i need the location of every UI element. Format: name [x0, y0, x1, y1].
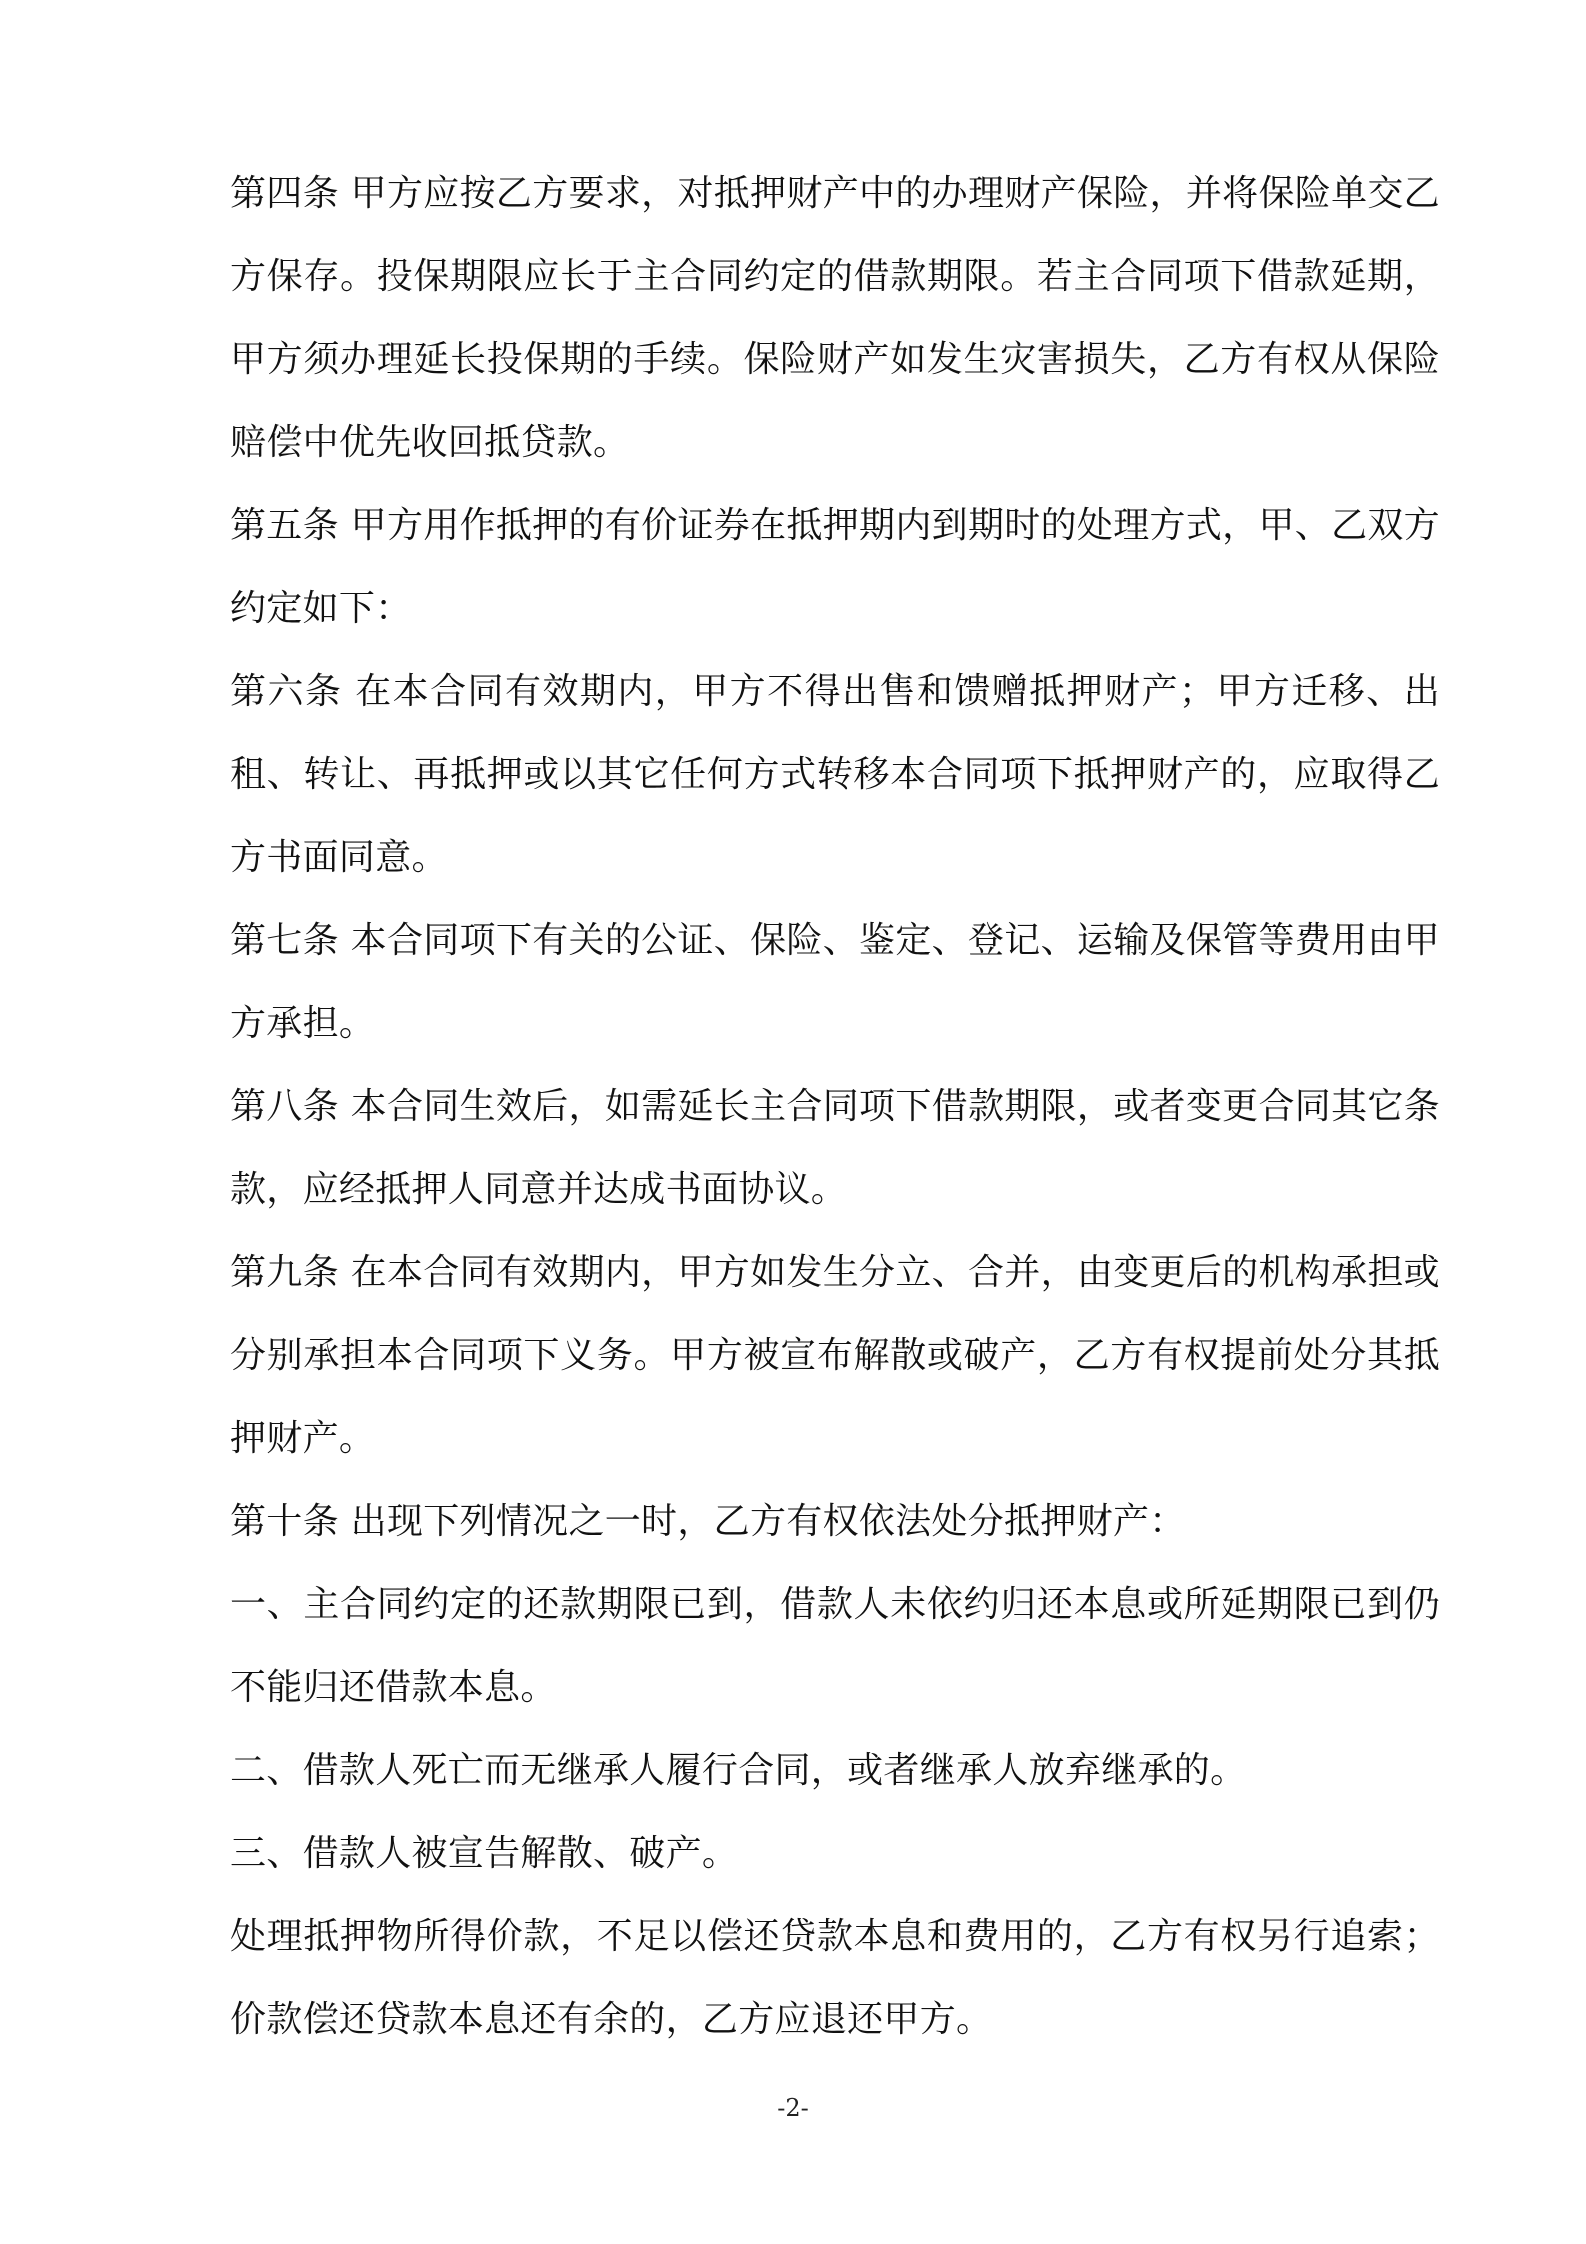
page-number: -2- [777, 2094, 809, 2122]
article-10-item-3: 三、借款人被宣告解散、破产。 [230, 1833, 739, 1874]
article-8: 第八条 本合同生效后，如需延长主合同项下借款期限，或者变更合同其它条款，应经抵押人同意并达成书面协议。 [230, 1086, 1440, 1210]
article-7: 第七条 本合同项下有关的公证、保险、鉴定、登记、运输及保管等费用由甲方承担。 [230, 920, 1440, 1044]
article-9: 第九条 在本合同有效期内，甲方如发生分立、合并，由变更后的机构承担或分别承担本合同项下义务。甲方被宣布解散或破产，乙方有权提前处分其抵押财产。 [230, 1252, 1440, 1459]
article-10-item-2: 二、借款人死亡而无继承人履行合同，或者继承人放弃继承的。 [230, 1750, 1247, 1791]
document-body [230, 152, 1440, 2061]
article-6: 第六条 在本合同有效期内，甲方不得出售和馈赠抵押财产；甲方迁移、出租、转让、再抵押或以其它任何方式转移本合同项下抵押财产的，应取得乙方书面同意。 [230, 671, 1440, 878]
article-10-item-1: 一、主合同约定的还款期限已到，借款人未依约归还本息或所延期限已到仍不能归还借款本息。 [230, 1584, 1440, 1708]
article-10: 第十条 出现下列情况之一时，乙方有权依法处分抵押财产： [230, 1501, 1186, 1542]
article-5: 第五条 甲方用作抵押的有价证券在抵押期内到期时的处理方式，甲、乙双方约定如下： [230, 505, 1440, 629]
disposal-proceeds-clause: 处理抵押物所得价款，不足以偿还贷款本息和费用的，乙方有权另行追索；价款偿还贷款本息还有余的，乙方应退还甲方。 [230, 1916, 1440, 2040]
article-4: 第四条 甲方应按乙方要求，对抵押财产中的办理财产保险，并将保险单交乙方保存。投保期限应长于主合同约定的借款期限。若主合同项下借款延期，甲方须办理延长投保期的手续。保险财产如发生灾害损失，乙方有权从保险赔偿中优先收回抵贷款。 [230, 173, 1440, 463]
